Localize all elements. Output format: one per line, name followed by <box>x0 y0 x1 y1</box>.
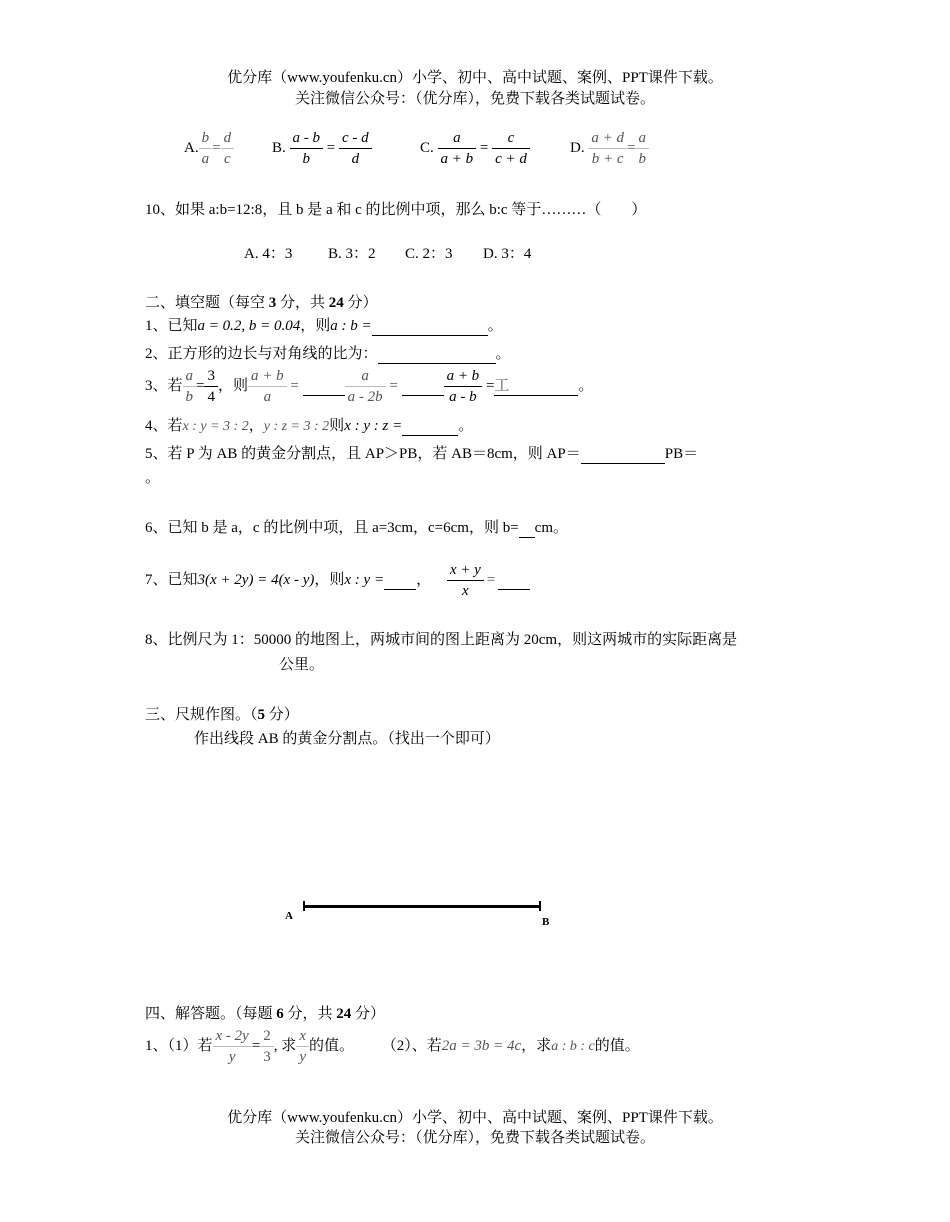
denominator: c + d <box>495 151 527 167</box>
equals-sign: = <box>479 139 489 156</box>
point-label-b: B <box>542 916 550 928</box>
stray-glyph: 工 <box>494 377 510 394</box>
header-line-2: 关注微信公众号：（优分库），免费下载各类试题试卷。 <box>294 91 655 107</box>
answer-blank[interactable] <box>378 346 496 364</box>
text: 。 <box>458 418 474 434</box>
points: 6 <box>276 1006 284 1022</box>
math: 2a = 3b = 4c <box>441 1037 522 1054</box>
math: a : b : c <box>551 1038 595 1054</box>
fill-q6 <box>145 516 568 538</box>
fraction <box>444 366 483 407</box>
denominator: a + b <box>440 151 474 167</box>
fraction <box>438 128 477 169</box>
text: , 求 <box>273 1037 297 1054</box>
numerator: x <box>296 1026 309 1047</box>
title-text: 分） <box>265 707 299 723</box>
math: a : b = <box>330 318 372 334</box>
denominator: 3 <box>263 1049 271 1065</box>
math: a = 0.2, b = 0.04 <box>197 318 301 334</box>
text: ，求 <box>521 1037 552 1054</box>
title-text: 分，共 <box>276 295 329 311</box>
fill-q7 <box>145 560 530 601</box>
total-points: 24 <box>336 1006 352 1022</box>
denominator: b <box>185 389 194 405</box>
text: ， <box>416 571 432 588</box>
text: ， <box>248 418 264 434</box>
option-label: A. <box>184 139 199 156</box>
fraction <box>260 1026 274 1067</box>
point-label-a: A <box>285 910 293 922</box>
numerator: a - b <box>290 128 324 149</box>
numerator: b <box>199 128 213 149</box>
denominator: a <box>263 389 272 405</box>
text: ，则 <box>217 377 248 394</box>
text: 5、若 P 为 AB 的黄金分割点，且 AP＞PB，若 AB＝8cm，则 AP＝ <box>145 446 581 462</box>
denominator: b <box>302 151 311 167</box>
title-text: 二、填空题（每空 <box>145 295 269 311</box>
numerator: x - 2y <box>213 1026 252 1047</box>
equals-sign: = <box>212 139 221 156</box>
fill-q2 <box>145 342 511 364</box>
numerator: a <box>345 366 386 387</box>
solve-q1 <box>145 1026 640 1067</box>
math: x : y = 3 : 2 <box>182 419 249 434</box>
text: cm。 <box>534 520 568 536</box>
equals-sign: = <box>486 571 496 588</box>
denominator: c <box>223 151 231 167</box>
text: 4、若 <box>145 418 183 434</box>
text: ，则 <box>300 318 331 334</box>
option-label: B. <box>272 139 286 156</box>
denominator: 4 <box>207 389 215 405</box>
answer-blank[interactable] <box>402 418 458 436</box>
fraction <box>183 366 197 407</box>
denominator: a <box>201 151 210 167</box>
q10-option-b: B. 3：2 <box>328 246 376 262</box>
fill-q8-line2: 公里。 <box>279 657 325 673</box>
fill-q4 <box>145 414 473 436</box>
footer-line-1: 优分库（www.youfenku.cn）小学、初中、高中试题、案例、PPT课件下载。 <box>227 1110 723 1126</box>
denominator: d <box>351 151 360 167</box>
section-3-title <box>145 703 299 724</box>
answer-blank[interactable] <box>498 572 530 590</box>
fraction <box>635 128 649 169</box>
text: 6、已知 b 是 a，c 的比例中项，且 a=3cm，c=6cm，则 b= <box>145 520 519 536</box>
numerator: a + b <box>248 366 287 387</box>
segment-tick-a <box>303 901 305 911</box>
fraction <box>213 1026 252 1067</box>
text: 7、已知 <box>145 571 198 588</box>
text: 。 <box>487 318 503 334</box>
fill-q8-line1: 8、比例尺为 1：50000 的地图上，两城市间的图上距离为 20cm，则这两城市的实际距离是 <box>145 632 738 648</box>
fraction <box>345 366 386 407</box>
equals-sign: = <box>626 139 636 156</box>
construction-instruction: 作出线段 AB 的黄金分割点。（找出一个即可） <box>194 731 500 747</box>
q9-option-c <box>420 128 530 169</box>
numerator: d <box>221 128 235 149</box>
fraction <box>290 128 324 169</box>
numerator: x + y <box>447 560 484 581</box>
text: ，则 <box>314 571 345 588</box>
equals-sign: = <box>326 139 336 156</box>
option-label: D. <box>570 139 585 156</box>
title-text: 分） <box>351 1006 386 1022</box>
fraction <box>248 366 287 407</box>
section-2-title <box>145 291 378 312</box>
fraction <box>339 128 372 169</box>
equals-sign: = <box>251 1037 261 1054</box>
q9-option-a <box>184 128 234 169</box>
q10-option-d: D. 3：4 <box>483 246 532 262</box>
denominator: x <box>461 583 469 599</box>
numerator: c <box>492 128 530 149</box>
q9-option-d <box>570 128 649 169</box>
total-points: 24 <box>328 295 344 311</box>
denominator: y <box>228 1049 236 1065</box>
text: 。 <box>495 346 511 362</box>
denominator: a - b <box>449 389 477 405</box>
numerator: a <box>438 128 477 149</box>
text: 1、已知 <box>145 318 198 334</box>
fill-q3: 3、若 $\frac{a}{b}$ = $\frac{3}{4}$ ，则 $\frac{a + b}{a}$ = $\frac{a}{a - 2b}$ = $\frac{a + b}{a - b}$ =工 。 <box>145 368 594 405</box>
text: （2）、若 <box>381 1037 442 1054</box>
fraction <box>204 366 218 407</box>
text: PB＝ <box>664 446 699 462</box>
segment-tick-b <box>539 901 541 911</box>
q10-text: 10、如果 a:b=12:8，且 b 是 a 和 c 的比例中项，那么 b:c 等于………（ ） <box>145 202 647 218</box>
text: 1、（1）若 <box>145 1037 213 1054</box>
section-4-title <box>145 1002 385 1023</box>
text: 则 <box>329 418 345 434</box>
numerator: 2 <box>260 1026 274 1047</box>
fraction <box>447 560 484 601</box>
denominator: y <box>299 1049 306 1065</box>
math: y : z = 3 : 2 <box>263 419 330 434</box>
points: 3 <box>268 295 277 311</box>
header-line-1: 优分库（www.youfenku.cn）小学、初中、高中试题、案例、PPT课件下载。 <box>227 70 723 86</box>
text: 3、若 <box>145 377 183 394</box>
answer-blank[interactable] <box>384 572 416 590</box>
text: 的值。 <box>594 1037 640 1054</box>
fraction <box>199 128 213 169</box>
numerator: 3 <box>204 366 218 387</box>
answer-blank[interactable] <box>519 520 535 538</box>
math: 3(x + 2y) = 4(x - y) <box>197 571 315 588</box>
segment-ab <box>304 905 540 908</box>
text: 。 <box>578 377 594 394</box>
title-text: 分） <box>343 295 378 311</box>
title-text: 三、尺规作图。（ <box>145 707 258 723</box>
answer-blank[interactable] <box>303 378 345 396</box>
points: 5 <box>257 707 266 723</box>
q10-option-a: A. 4：3 <box>244 246 293 262</box>
answer-blank[interactable] <box>494 374 578 396</box>
numerator: a <box>183 366 197 387</box>
title-text: 分，共 <box>283 1006 337 1022</box>
title-text: 四、解答题。（每题 <box>145 1006 277 1022</box>
fraction <box>492 128 530 169</box>
answer-blank[interactable] <box>372 318 488 336</box>
option-label: C. <box>420 139 434 156</box>
fraction <box>296 1026 309 1067</box>
footer-line-2: 关注微信公众号：（优分库），免费下载各类试题试卷。 <box>294 1130 655 1146</box>
answer-blank[interactable] <box>402 378 444 396</box>
answer-blank[interactable] <box>581 446 665 464</box>
text: 的值。 <box>308 1037 354 1054</box>
denominator: b + c <box>591 151 624 167</box>
text: 2、正方形的边长与对角线的比为： <box>145 346 378 362</box>
numerator: a <box>635 128 649 149</box>
math: x : y : z = <box>344 418 403 434</box>
denominator: a - 2b <box>347 389 383 405</box>
numerator: a + b <box>444 366 483 387</box>
fraction <box>588 128 627 169</box>
fill-q1 <box>145 314 503 336</box>
numerator: a + d <box>588 128 627 149</box>
fraction <box>221 128 235 169</box>
fill-q5 <box>145 442 807 464</box>
numerator: c - d <box>339 128 372 149</box>
denominator: b <box>638 151 646 167</box>
fill-q5-end: 。 <box>145 470 161 486</box>
q9-option-b <box>272 128 372 169</box>
q10-option-c: C. 2：3 <box>405 246 453 262</box>
math: x : y = <box>344 571 385 588</box>
